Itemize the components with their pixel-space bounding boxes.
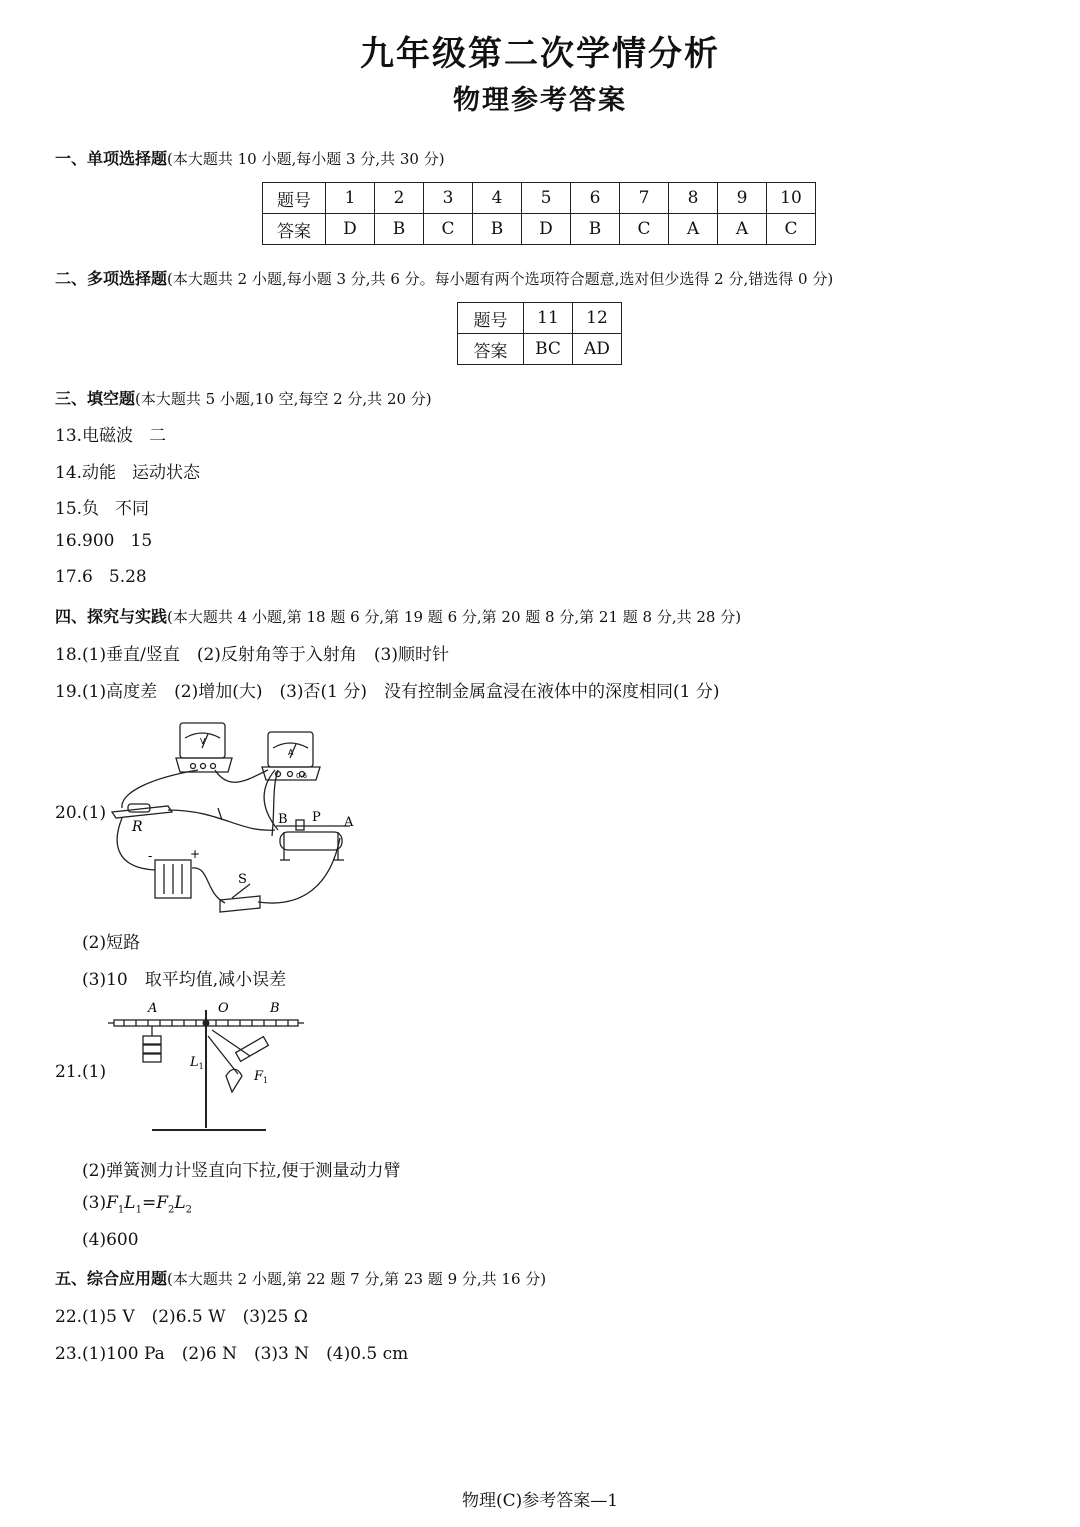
table-cell: 8 xyxy=(669,183,718,214)
table-row xyxy=(458,303,622,334)
answer-table-multi xyxy=(457,302,622,365)
ammeter-range-label: 0.6 xyxy=(296,772,308,780)
table-cell: 5 xyxy=(522,183,571,214)
table-header-cell: 答案 xyxy=(458,334,524,365)
table-cell: 10 xyxy=(767,183,816,214)
battery-minus-label: - xyxy=(148,849,153,863)
circuit-diagram-figure xyxy=(100,708,370,918)
table-cell: 1 xyxy=(326,183,375,214)
table-cell: B xyxy=(571,214,620,245)
fill-answer-16: 16.900 15 xyxy=(55,531,153,551)
section-heading-5: 五、综合应用题(本大题共 2 小题,第 22 题 7 分,第 23 题 9 分,共 16 分) xyxy=(55,1269,547,1288)
section-heading-3: 三、填空题(本大题共 5 小题,10 空,每空 2 分,共 20 分) xyxy=(55,389,432,408)
table-cell: AD xyxy=(573,334,622,365)
table-row xyxy=(263,183,816,214)
answer-22: 22.(1)5 V (2)6.5 W (3)25 Ω xyxy=(55,1307,308,1327)
table-cell: C xyxy=(767,214,816,245)
table-row xyxy=(263,214,816,245)
fill-answer-15: 15.负 不同 xyxy=(55,499,150,519)
section-heading-4: 四、探究与实践(本大题共 4 小题,第 18 题 6 分,第 19 题 6 分,第 20 题 8 分,第 21 题 8 分,共 28 分) xyxy=(55,607,742,626)
table-cell: 11 xyxy=(524,303,573,334)
section-heading-1: 一、单项选择题(本大题共 10 小题,每小题 3 分,共 30 分) xyxy=(55,149,445,168)
answer-21-part4: (4)600 xyxy=(82,1230,139,1250)
answer-20-part3: (3)10 取平均值,减小误差 xyxy=(82,970,287,990)
table-cell: C xyxy=(620,214,669,245)
table-cell: 6 xyxy=(571,183,620,214)
page-title: 九年级第二次学情分析 xyxy=(360,34,720,74)
lever-arm-l1-label: $L_1$ xyxy=(190,1055,204,1071)
table-cell: 12 xyxy=(573,303,622,334)
table-cell: A xyxy=(669,214,718,245)
table-header-cell: 题号 xyxy=(263,183,326,214)
table-cell: B xyxy=(375,214,424,245)
fill-answer-13: 13.电磁波 二 xyxy=(55,426,167,446)
table-cell: BC xyxy=(524,334,573,365)
table-cell: D xyxy=(326,214,375,245)
table-header-cell: 题号 xyxy=(458,303,524,334)
table-cell: 4 xyxy=(473,183,522,214)
table-cell: C xyxy=(424,214,473,245)
table-cell: 3 xyxy=(424,183,473,214)
ammeter-label: A xyxy=(288,748,294,757)
table-cell: 7 xyxy=(620,183,669,214)
answer-18: 18.(1)垂直/竖直 (2)反射角等于入射角 (3)顺时针 xyxy=(55,645,450,665)
page-subtitle: 物理参考答案 xyxy=(453,85,627,116)
lever-point-o-label: O xyxy=(218,1001,229,1016)
section-heading-2: 二、多项选择题(本大题共 2 小题,每小题 3 分,共 6 分。每小题有两个选项符合题意,选对但少选得 2 分,错选得 0 分) xyxy=(55,269,834,288)
rheostat-b-label: B xyxy=(278,812,288,827)
voltmeter-label: V xyxy=(200,737,206,746)
table-header-cell: 答案 xyxy=(263,214,326,245)
lever-point-b-label: B xyxy=(270,1001,280,1016)
force-f1-label: $F_1$ xyxy=(254,1069,269,1085)
table-cell: A xyxy=(718,214,767,245)
switch-label: S xyxy=(238,872,247,887)
fill-answer-17: 17.6 5.28 xyxy=(55,567,147,587)
rheostat-a-label: A xyxy=(344,815,354,830)
table-row xyxy=(458,334,622,365)
table-cell: D xyxy=(522,214,571,245)
battery-plus-label: + xyxy=(190,847,201,861)
answer-21-label: 21.(1) xyxy=(55,1062,107,1082)
answer-21-part2: (2)弹簧测力计竖直向下拉,便于测量动力臂 xyxy=(82,1161,401,1181)
answer-20-label: 20.(1) xyxy=(55,803,107,823)
answer-23: 23.(1)100 Pa (2)6 N (3)3 N (4)0.5 cm xyxy=(55,1344,409,1364)
answer-21-part3: $(3)F_1L_1=F_2L_2$ xyxy=(82,1193,193,1216)
resistor-label: R xyxy=(132,819,143,835)
answer-table-single xyxy=(262,182,816,245)
page-footer: 物理(C)参考答案—1 xyxy=(461,1491,619,1511)
fill-answer-14: 14.动能 运动状态 xyxy=(55,463,201,483)
lever-diagram-figure xyxy=(108,996,308,1141)
table-cell: B xyxy=(473,214,522,245)
rheostat-p-label: P xyxy=(312,810,321,825)
table-cell: 2 xyxy=(375,183,424,214)
table-cell: 9 xyxy=(718,183,767,214)
answer-20-part2: (2)短路 xyxy=(82,933,141,953)
answer-19: 19.(1)高度差 (2)增加(大) (3)否(1 分) 没有控制金属盒浸在液体中的深度相同(1 分) xyxy=(55,682,720,702)
lever-point-a-label: A xyxy=(148,1001,158,1016)
